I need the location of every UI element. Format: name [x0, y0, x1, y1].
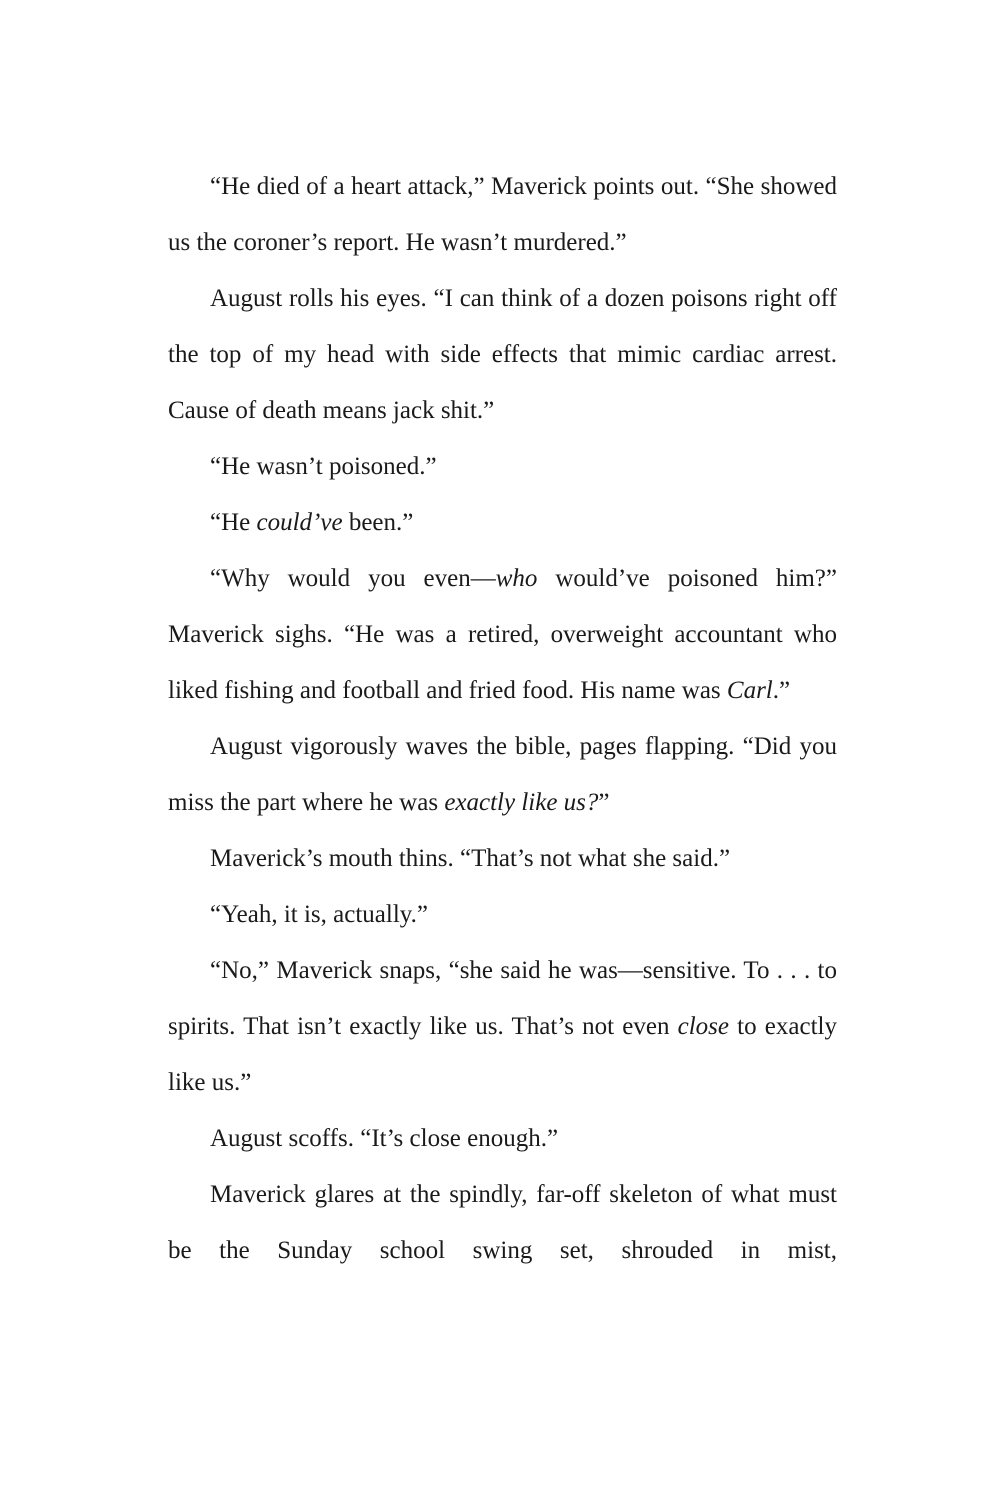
text-run: “No,” Maverick snaps, “she said he was—sensitive. To . . . to spirits. That isn’t exactly like us. That’s not even	[168, 957, 837, 1040]
paragraph	[168, 439, 837, 495]
italic-text: who	[495, 565, 538, 592]
text-run: August rolls his eyes. “I can think of a dozen poisons right off the top of my head with side effects that mimic cardiac arrest. Cause of death means jack shit.”	[168, 285, 837, 424]
paragraph	[168, 271, 837, 439]
paragraph	[168, 943, 837, 1111]
text-run: “He	[210, 509, 257, 536]
page-body	[168, 159, 837, 1279]
paragraph	[168, 1167, 837, 1279]
italic-text: Carl	[726, 677, 773, 704]
text-run: ”	[598, 789, 610, 816]
paragraph	[168, 831, 837, 887]
text-run: August vigorously waves the bible, pages flapping. “Did you miss the part where he was	[168, 733, 837, 816]
text-run: been.”	[342, 509, 414, 536]
text-run: “Why would you even—	[210, 565, 496, 592]
paragraph	[168, 1111, 837, 1167]
italic-text: exactly like us?	[444, 789, 599, 816]
paragraph	[168, 887, 837, 943]
text-run: August scoffs. “It’s close enough.”	[210, 1125, 559, 1152]
text-run: “He wasn’t poisoned.”	[210, 453, 437, 480]
text-run: .”	[772, 677, 791, 704]
paragraph	[168, 495, 837, 551]
paragraph	[168, 551, 837, 719]
text-run: to exactly like us.”	[168, 1013, 837, 1096]
text-run: “He died of a heart attack,” Maverick points out. “She showed us the coroner’s report. He wasn’t murdered.”	[168, 173, 837, 256]
italic-text: close	[677, 1013, 729, 1040]
paragraph	[168, 159, 837, 271]
text-run: “Yeah, it is, actually.”	[210, 901, 429, 928]
italic-text: could’ve	[256, 509, 343, 536]
paragraph	[168, 719, 837, 831]
text-run: Maverick glares at the spindly, far-off skeleton of what must be the Sunday school swing set, shrouded in mist,	[168, 1181, 837, 1264]
text-run: Maverick’s mouth thins. “That’s not what she said.”	[210, 845, 731, 872]
text-run: would’ve poisoned him?” Maverick sighs. “He was a retired, overweight accountant who liked fishing and football and fried food. His name was	[168, 565, 838, 704]
